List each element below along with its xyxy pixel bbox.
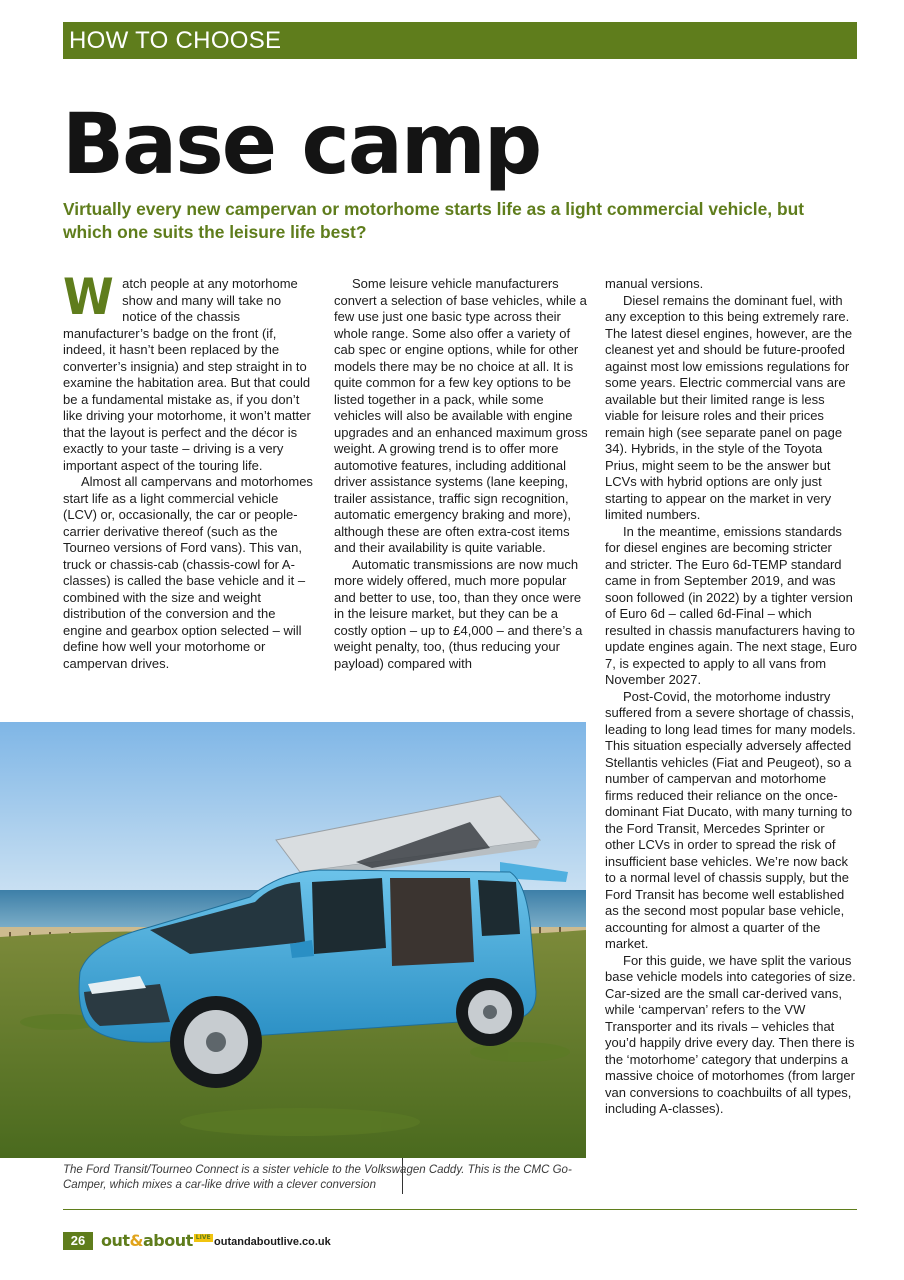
text-column-1 — [63, 268, 313, 672]
paragraph: Automatic transmissions are now much more widely offered, much more popular and better to use, too, than they once were in the leisure market, but they can be a costly option – up to £4,000 – and there’s a weight penalty, too, (thus reducing your payload) compared with — [334, 556, 583, 671]
paragraph: Almost all campervans and motorhomes start life as a light commercial vehicle (LCV) or, occasionally, the car or people-carrier derivative thereof (such as the Tourneo versions of Ford vans). This van, truck or chassis-cab (chassis-cowl for A-classes) is called the base vehicle and it – combined with the size and weight distribution of the conversion and the engine and gearbox option selected – will define how well your motorhome or campervan drives. — [63, 474, 313, 671]
campervan-photo — [0, 722, 586, 1158]
campervan-illustration — [0, 722, 586, 1158]
paragraph: Some leisure vehicle manufacturers convert a selection of base vehicles, while a few use just one basic type across their whole range. Some also offer a variety of cab spec or engine options, while for other models there may be no choice at all. It is quite common for a few key options to be listed together in a pack, while some vehicles will also be available with engine upgrades and an enhanced maximum gross weight. A growing trend is to offer more automotive features, including additional driver assistance systems (lane keeping, trailer assistance, traffic sign recognition, automatic emergency braking and more), although these are often extra-cost items and their availability is quite variable. — [334, 276, 588, 555]
paragraph: In the meantime, emissions standards for diesel engines are becoming stricter and stricter. The Euro 6d-TEMP standard came in from September 2019, and was soon followed (in 2022) by a tighter version of Euro 6d – called 6d-Final – which resulted in chassis manufacturers having to update engines again. The next stage, Euro 7, is expected to apply to all vans from November 2027. — [605, 523, 858, 687]
footer-rule — [63, 1209, 857, 1210]
logo-live-badge: LIVE — [195, 1234, 211, 1241]
paragraph: Post-Covid, the motorhome industry suffered from a severe shortage of chassis, leading to long lead times for many models. This situation especially adversely affected Stellantis vehicles (Fiat and Peugeot), so a number of campervan and motorhome firms reduced their reliance on the once-dominant Fiat Ducato, with many turning to the Ford Transit, Mercedes Sprinter or other LCVs in order to spread the risk of insufficient base vehicles. We’re now back to a normal level of chassis supply, but the Ford Transit has become well established as the second most popular base vehicle, accounting for almost a quarter of the market. — [605, 688, 856, 951]
magazine-logo: out&about LIVE — [101, 1231, 211, 1250]
paragraph: For this guide, we have split the various base vehicle models into categories of size. Car-sized are the small car-derived vans, while ‘campervan’ refers to the VW Transporter and its rivals – vehicles that you’d happily drive every day. Then there is the ‘motorhome’ category that underpins a massive choice of motorhomes (from larger van conversions to coachbuilts of all types, including A-classes). — [605, 952, 856, 1116]
website-url[interactable]: outandaboutlive.co.uk — [214, 1236, 331, 1248]
article-standfirst: Virtually every new campervan or motorhome starts life as a light commercial vehicle, but which one suits the leisure life best? — [63, 199, 804, 242]
section-header-band — [63, 22, 857, 59]
paragraph: Diesel remains the dominant fuel, with any exception to this being extremely rare. The latest diesel engines, however, are the cleanest yet and should be future-proofed against most low emissions regulations for some years. Electric commercial vans are available but their limited range is less viable for leisure roles and their prices remain high (see separate panel on page 34). Hybrids, in the style of the Toyota Prius, might seem to be the answer but LCVs with hybrid options are only just starting to appear on the market in very limited numbers. — [605, 292, 853, 522]
drop-cap: W — [63, 268, 114, 326]
paragraph: Watch people at any motorhome show and many will take no notice of the chassis manufacturer’s badge on the front (if, indeed, it hasn’t been replaced by the converter’s insignia) and step straight in to examine the habitation area. But that could be a fundamental mistake as, if you don’t like driving your motorhome, it won’t matter that the layout is perfect and the décor is exactly to your taste – driving is a very important aspect of the touring life. — [63, 268, 311, 473]
text-column-3 — [605, 276, 857, 1118]
paragraph: manual versions. — [605, 276, 704, 291]
article-title: Base camp — [62, 95, 541, 193]
photo-caption: The Ford Transit/Tourneo Connect is a sister vehicle to the Volkswagen Caddy. This is the CMC Go-Camper, which mixes a car-like drive with a clever conversion — [63, 1164, 572, 1191]
page-number: 26 — [63, 1232, 93, 1250]
section-label: HOW TO CHOOSE — [69, 27, 282, 54]
text-column-2 — [334, 276, 590, 672]
